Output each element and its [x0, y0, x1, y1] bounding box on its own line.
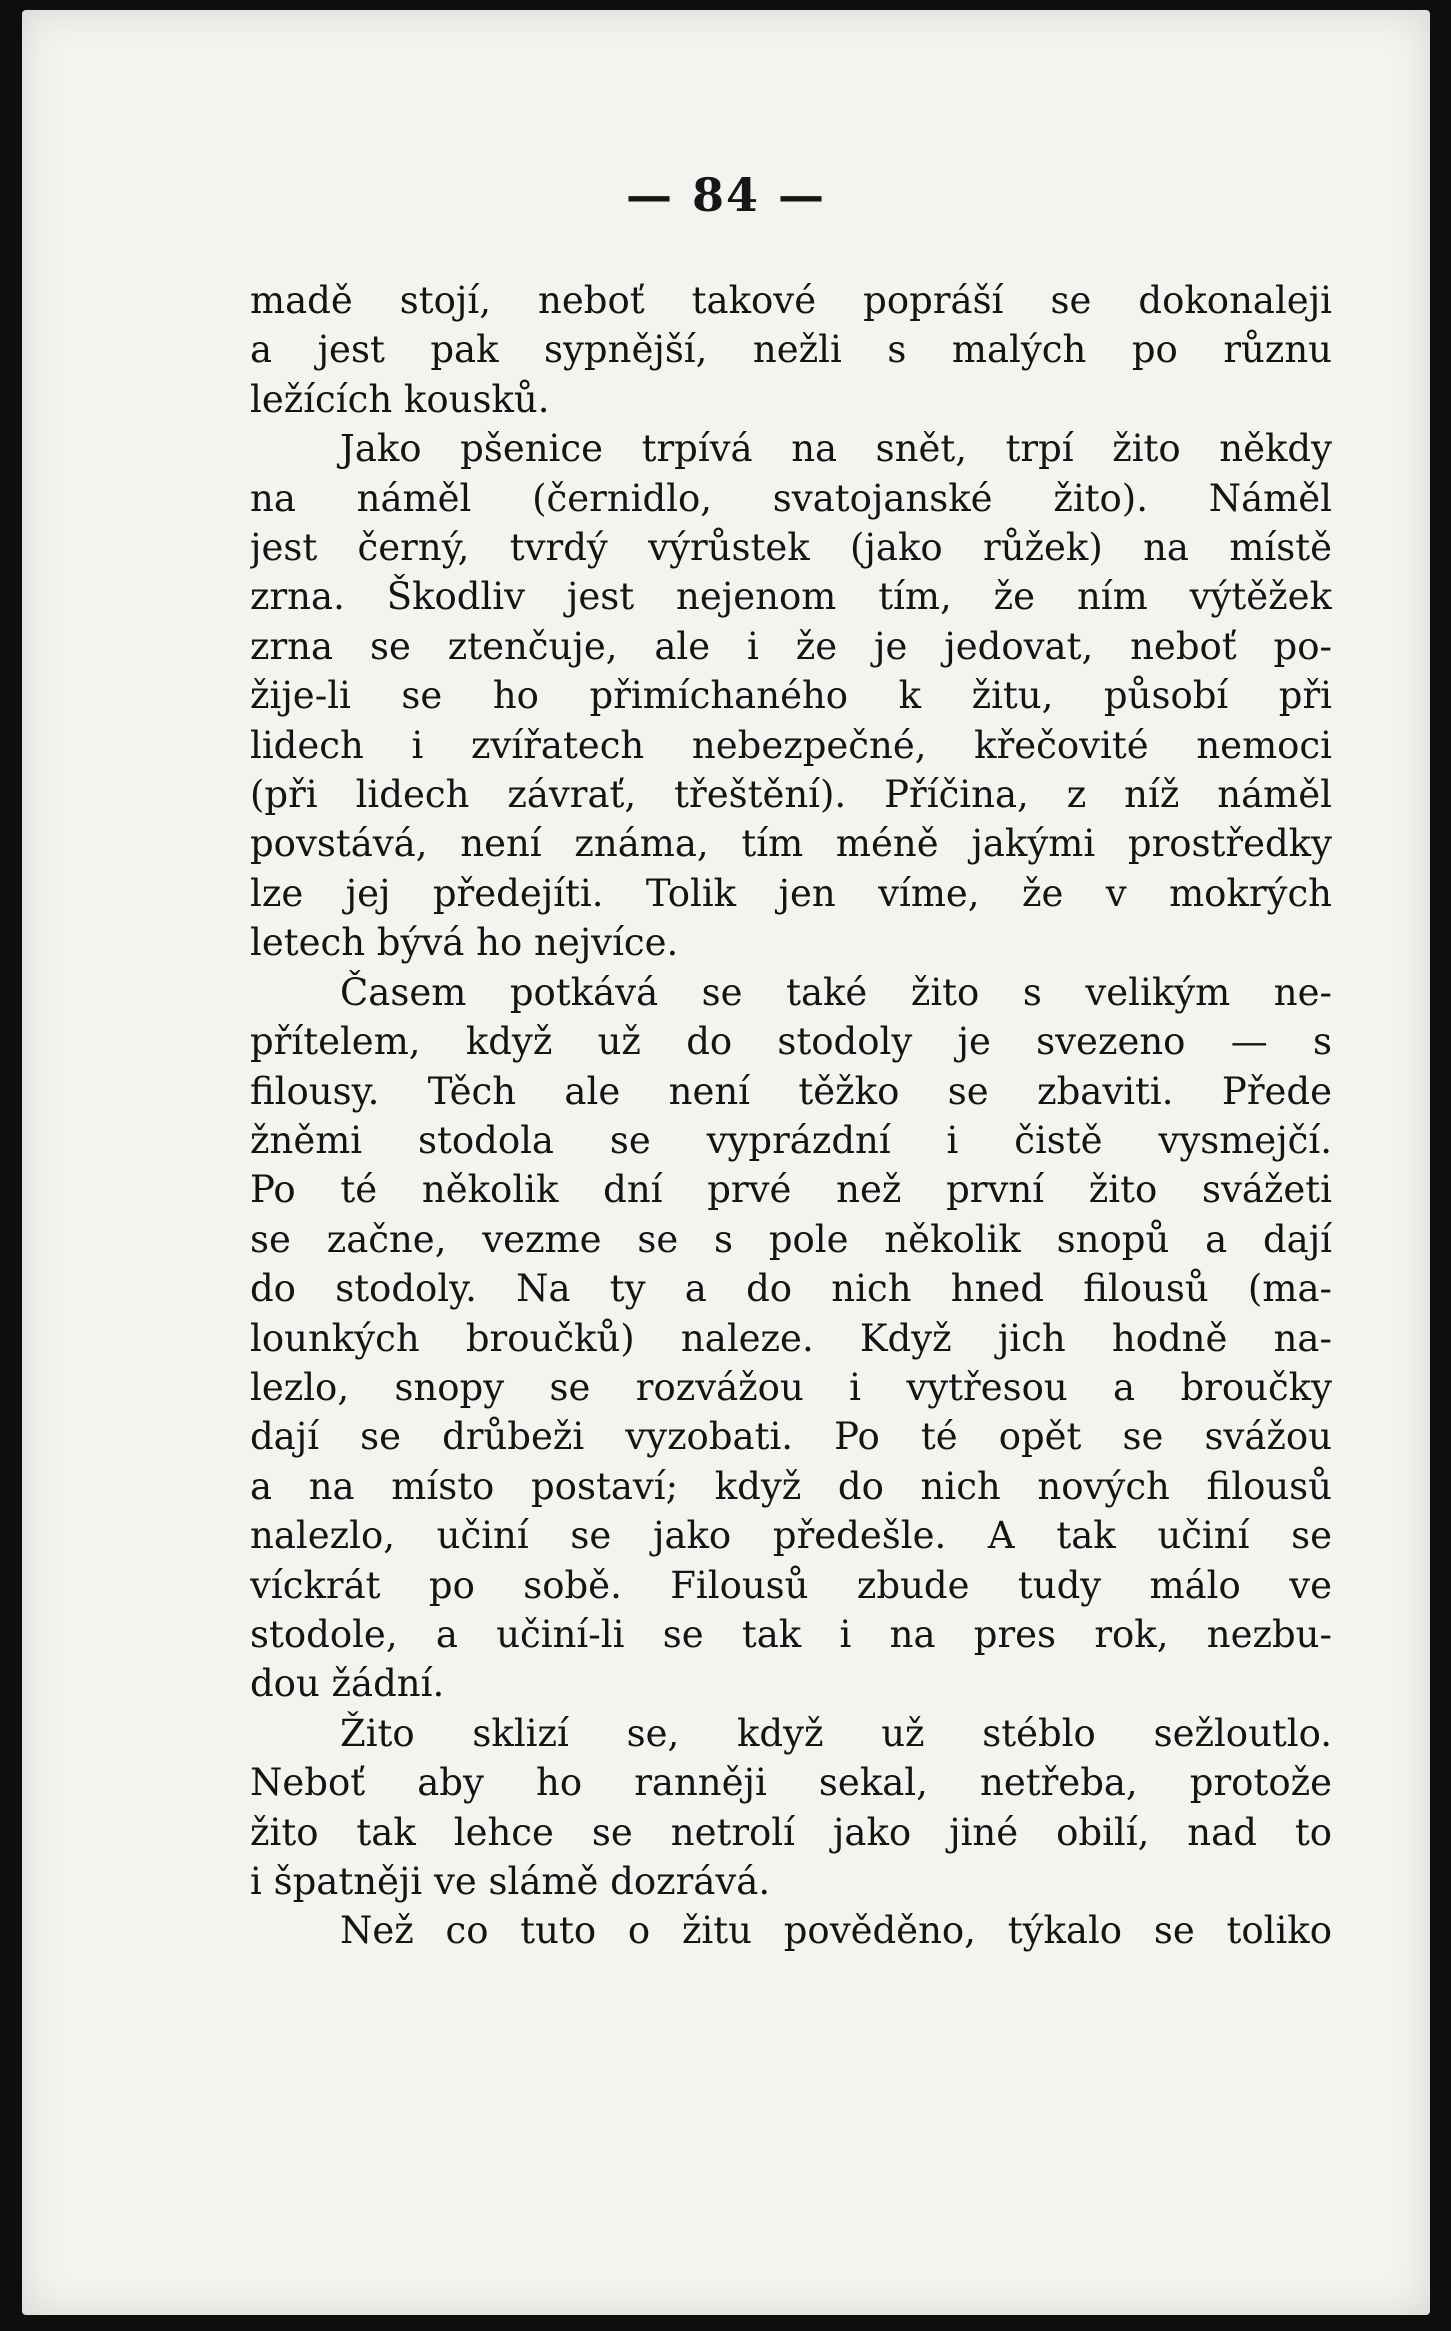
- text-line: Jako pšenice trpívá na snět, trpí žito někdy: [340, 427, 1332, 471]
- text-line: ležících kousků.: [250, 377, 550, 421]
- text-line: žije-li se ho přimíchaného k žitu, působí při: [250, 674, 1332, 718]
- text-line: zrna se ztenčuje, ale i že je jedovat, neboť po-: [250, 624, 1332, 668]
- text-line: filousy. Těch ale není těžko se zbaviti. Přede: [250, 1069, 1332, 1113]
- text-line: jest černý, tvrdý výrůstek (jako růžek) na místě: [250, 526, 1332, 570]
- text-line: Než co tuto o žitu pověděno, týkalo se toliko: [340, 1909, 1332, 1953]
- text-line: žněmi stodola se vyprázdní i čistě vysmejčí.: [250, 1118, 1332, 1162]
- book-page: [22, 10, 1430, 2315]
- text-line: nalezlo, učiní se jako předešle. A tak učiní se: [250, 1514, 1332, 1558]
- text-line: lidech i zvířatech nebezpečné, křečovité nemoci: [250, 723, 1332, 767]
- text-line: lounkých broučků) naleze. Když jich hodně na-: [250, 1316, 1332, 1360]
- text-line: lezlo, snopy se rozvážou i vytřesou a broučky: [250, 1365, 1332, 1409]
- text-line: víckrát po sobě. Filousů zbude tudy málo ve: [250, 1563, 1332, 1607]
- text-line: Po té několik dní prvé než první žito svážeti: [250, 1168, 1332, 1212]
- page-text: [250, 276, 1332, 1956]
- text-line: lze jej předejíti. Tolik jen víme, že v mokrých: [250, 871, 1332, 915]
- text-line: povstává, není známa, tím méně jakými prostředky: [250, 822, 1332, 866]
- text-line: Časem potkává se také žito s velikým ne-: [340, 970, 1332, 1014]
- text-line: žito tak lehce se netrolí jako jiné obilí, nad to: [250, 1810, 1332, 1854]
- text-line: přítelem, když už do stodoly je svezeno — s: [250, 1020, 1332, 1064]
- page-number: — 84 —: [625, 168, 827, 222]
- text-line: a na místo postaví; když do nich nových filousů: [250, 1464, 1332, 1508]
- text-line: se začne, vezme se s pole několik snopů a dají: [250, 1217, 1332, 1261]
- text-line: dou žádní.: [250, 1662, 445, 1706]
- text-line: na náměl (černidlo, svatojanské žito). Náměl: [250, 476, 1332, 520]
- text-line: a jest pak sypnější, nežli s malých po různu: [250, 328, 1332, 372]
- text-line: Neboť aby ho ranněji sekal, netřeba, protože: [250, 1761, 1332, 1805]
- text-line: do stodoly. Na ty a do nich hned filousů (ma-: [250, 1267, 1332, 1311]
- text-line: dají se drůbeži vyzobati. Po té opět se svážou: [250, 1415, 1332, 1459]
- text-line: zrna. Škodliv jest nejenom tím, že ním výtěžek: [250, 575, 1332, 619]
- text-line: stodole, a učiní-li se tak i na pres rok, nezbu-: [250, 1612, 1332, 1656]
- text-line: i špatněji ve slámě dozrává.: [250, 1860, 771, 1903]
- text-line: Žito sklizí se, když už stéblo sežloutlo.: [340, 1711, 1332, 1755]
- text-line: (při lidech závrať, třeštění). Příčina, z níž náměl: [250, 773, 1332, 817]
- text-line: madě stojí, neboť takové popráší se dokonaleji: [250, 279, 1332, 322]
- text-line: letech bývá ho nejvíce.: [250, 921, 679, 965]
